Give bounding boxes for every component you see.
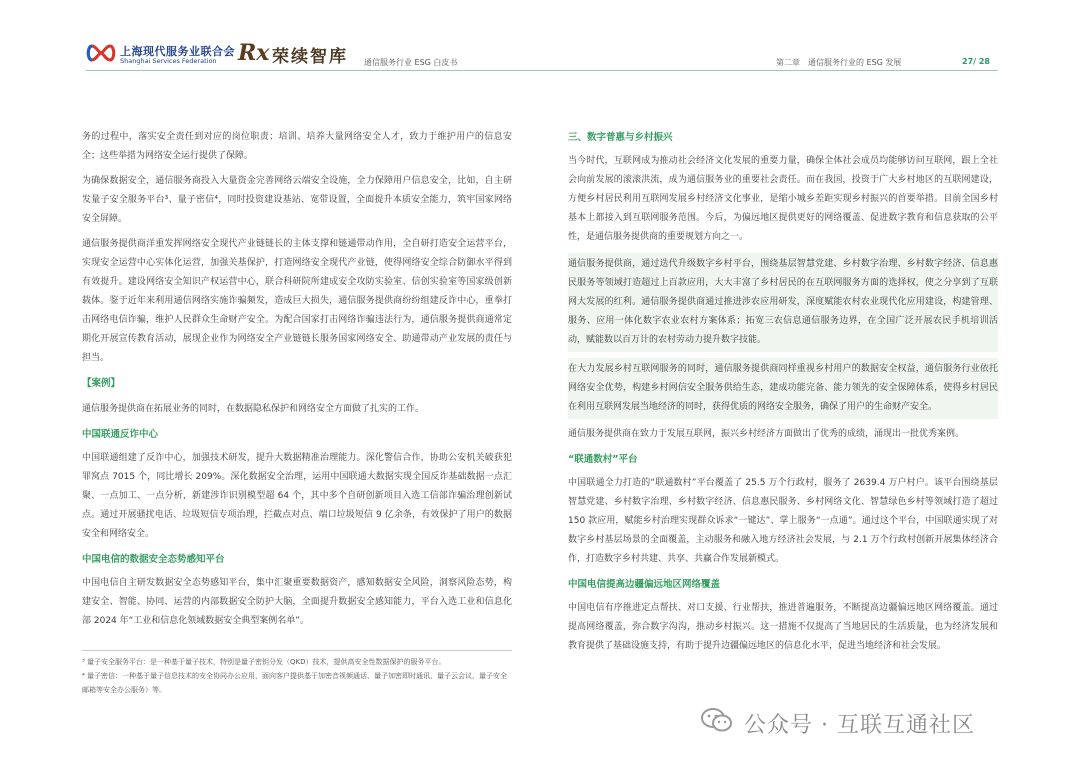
federation-logo-icon (86, 42, 116, 64)
case-text-telecom-coverage: 中国电信有序推进定点帮扶、对口支援、行业帮扶，推进普遍服务，不断提高边疆偏远地区网络覆盖。通过提高网络覆盖，弥合数字沟沟，推动乡村振兴。这一措施不仅提高了当地居民的生活质量，也为经济发展和教育提供了基础设施支持，有助于提升边疆偏远地区的信息化水平，促进当地经济和社会发展。 (568, 603, 998, 651)
case-label: 【案例】 (82, 378, 121, 389)
case-text-telecom-data-security: 中国电信自主研发数据安全态势感知平台，集中汇聚重要数据资产，感知数据安全风险，洞察风险态势，构建安全、智能、协同、运营的内部数据安全防护大脑，全面提升数据安全感知能力，平台入选工业和信息化部 2024 年“工业和信息化领域数据安全典型案例名单”。 (82, 578, 512, 626)
case-title-unicom-antifraud: 中国联通反诈中心 (82, 429, 159, 440)
case-title-unicom-village: “联通数村”平台 (568, 454, 638, 465)
left-paragraph: 通信服务提供商洋重发挥网络安全现代产业链链长的主体支撑和链通带动作用，全自研打造安全运营平台，实现安全运营中心实体化运营，加强关基保护，打造网络安全现代产业链，使得网络安全综合防御水平得到有效提升。建设网络安全知识产权运营中心，联合科研院所建成安全攻防实验室、信创实验室等国家级创新载体。鉴于近年来利用通信网络实施诈骗频发，造成巨大损失，通信服务提供商纷纷组建反诈中心，重拳打击网络电信诈骗，维护人民群众生命财产安全。为配合国家打击网络诈骗违法行为，通信服务提供商通常定期化开展宣传教育活动，展现企业作为网络安全产业链链长服务国家网络安全、助通带动产业发展的责任与担当。 (82, 239, 512, 363)
case-text-unicom-antifraud: 中国联通组建了反诈中心，加强技术研发，提升大数据精准治理能力。深化警信合作，协助公安机关破获犯罪窝点 7015 个，同比增长 209%。深化数据安全治理，运用中国联通大数据实现全国反诈基础数据一点汇聚、一点加工、一点分析，新建涉诈识别模型超 64 个，其中多个自研创新项目入选工信部诈骗治理创新试点。通过开展骚扰电话、垃圾短信专项治理，拦截点对点、端口垃圾短信 9 亿余条，有效保护了用户的数据安全和网络安全。 (82, 453, 512, 539)
footnotes (82, 650, 512, 697)
federation-name-en: Shanghai Services Federation (120, 57, 217, 65)
wechat-icon (700, 706, 734, 734)
right-paragraph: 当今时代，互联网成为推动社会经济文化发展的重要力量，确保全体社会成员均能够访问互联网，跟上全社会向前发展的滚滚洪流，成为通信服务业的重要社会责任。而在我国，投资于广大乡村地区的互联网建设，方便乡村居民利用互联网发展乡村经济文化事业，是缩小城乡差距实现乡村振兴的首要举措。目前全国乡村基本上都接入到互联网服务范围。今后，为偏远地区提供更好的网络覆盖、促进数字教育和信息获取的公平性，是通信服务提供商的重要规划方向之一。 (568, 156, 998, 242)
left-paragraph: 务的过程中，落实安全责任到对应的岗位职责；培训、培养大量网络安全人才，致力于维护用户的信息安全；这些举措为网络安全运行提供了保障。 (82, 132, 512, 161)
chapter-title: 第二章 通信服务行业的 ESG 发展 (776, 58, 902, 67)
right-paragraph: 通信服务提供商在致力于发展互联网，振兴乡村经济方面做出了优秀的成绩，涌现出一批优秀案例。 (568, 429, 965, 439)
right-paragraph: 通信服务提供商，通过迭代升级数字乡村平台，围绕基层智慧党建、乡村数字治理、乡村数字经济、信息惠民服务等领域打造超过上百款应用，大大丰富了乡村居民的在互联网服务方面的选择权，使之分享到了互联网大发展的红利。通信服务提供商通过推进涉农应用研发，深度赋能农村农业现代化应用建设，构建管理、服务、应用一体化数字农业农村方案体系；拓宽三农信息通信服务边界，在全国广泛开展农民手机培训活动，赋能数以百万计的农村劳动力提升数字技能。 (568, 253, 998, 352)
rx-logo-icon: Rx (238, 40, 270, 66)
watermark-text: 公众号 · 互联互通社区 (744, 713, 975, 738)
case-title-telecom-data-security: 中国电信的数据安全态势感知平台 (82, 554, 225, 565)
left-paragraph: 为确保数据安全，通信服务商投入大量资金完善网络云端安全设施，全力保障用户信息安全，比如，自主研发量子安全服务平台³、量子密信⁴，同时投资建设基站、宽带设置，全面提升本质安全能力，筑牢国家网络安全屏障。 (82, 176, 512, 224)
page-number: 27/ 28 (962, 57, 990, 66)
right-paragraph: 在大力发展乡村互联网服务的同时，通信服务提供商同样重视乡村用户的数据安全权益，通信服务行业依托网络安全优势，构建乡村网信安全服务供给生态，建成功能完备、能力领先的安全保障体系，使得乡村居民在利用互联网发展当地经济的同时，获得优质的网络安全服务，确保了用户的生命财产安全。 (568, 358, 998, 419)
footnote: ⁴ 量子密信：一种基于量子信息技术的安全协同办公应用，面向客户提供基于加密音视频通话、量子加密即时通讯、量子云会议、量子安全邮箱等安全办公服务）等。 (82, 672, 508, 694)
document-title: 通信服务行业 ESG 白皮书 (364, 58, 458, 67)
federation-name-cn: 上海现代服务业联合会 (120, 45, 235, 58)
case-text-unicom-village: 中国联通全力打造的“联通数村”平台覆盖了 25.5 万个行政村，服务了 2639.4 万户村户。该平台围绕基层智慧党建、乡村数字治理、乡村数字经济、信息惠民服务、乡村网络文化、智慧绿色乡村等领域打造了超过 150 款应用，赋能乡村治理实现群众诉求“一键达”、掌上服务“一点通”。通过这个平台，中国联通实现了对数字乡村基层场景的全面覆盖，主动服务和融入地方经济社会发展，与 2.1 万个行政村创新开展集体经济合作，打造数字乡村共建、共享、共赢合作发展新模式。 (568, 478, 998, 564)
case-intro: 通信服务提供商在拓展业务的同时，在数据隐私保护和网络安全方面做了扎实的工作。 (82, 404, 425, 414)
right-column (568, 128, 998, 662)
section-title: 三、数字普惠与乡村振兴 (568, 132, 673, 143)
think-tank-name: 荣续智库 (272, 47, 348, 67)
header-divider (86, 70, 998, 71)
page-header (0, 0, 1080, 80)
case-title-telecom-coverage: 中国电信提高边疆偏远地区网络覆盖 (568, 579, 721, 590)
left-column (82, 128, 512, 637)
footnote: ³ 量子安全服务平台：是一种基于量子技术，特别是量子密钥分发（QKD）技术，提供高安全性数据保护的服务平台。 (82, 658, 446, 666)
